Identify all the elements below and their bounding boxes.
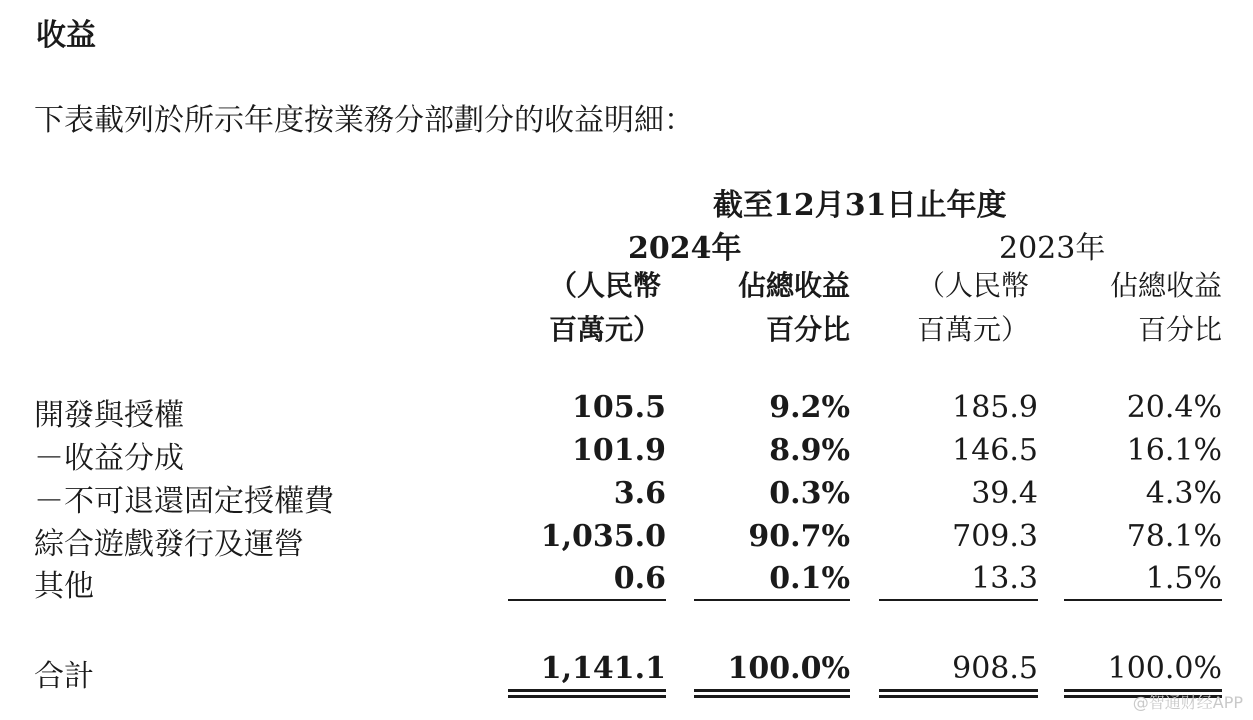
total-double-rule — [879, 689, 1038, 692]
subtotal-rule — [879, 599, 1038, 601]
total-double-rule — [879, 695, 1038, 698]
row-label: 開發與授權 — [34, 398, 184, 433]
cell-2023-percent: 78.1% — [1126, 519, 1222, 554]
col-2023-rmb-header — [917, 264, 1029, 352]
cell-2023-value: 146.5 — [952, 433, 1038, 468]
period-header: 截至12月31日止年度 — [713, 188, 1007, 223]
watermark-text: @智通财经APP — [1132, 693, 1243, 712]
intro-text: 下表載列於所示年度按業務分部劃分的收益明細： — [34, 103, 694, 138]
total-double-rule — [508, 689, 666, 692]
rmb-header-line2: 百萬元） — [549, 313, 662, 346]
year-2023-header: 2023年 — [999, 231, 1106, 266]
subtotal-rule — [694, 599, 850, 601]
pct-header-line2: 百分比 — [765, 313, 850, 346]
cell-2024-percent: 9.2% — [769, 390, 850, 425]
pct-header-line2: 百分比 — [1137, 313, 1222, 346]
year-2024-header: 2024年 — [628, 231, 742, 266]
section-heading: 收益 — [36, 18, 96, 53]
col-2023-pct-header — [1110, 264, 1222, 352]
cell-2024-value: 3.6 — [613, 476, 666, 511]
subtotal-rule — [1064, 599, 1222, 601]
cell-2024-percent: 8.9% — [769, 433, 850, 468]
cell-2023-value: 185.9 — [952, 390, 1038, 425]
cell-2023-value: 39.4 — [971, 476, 1038, 511]
pct-header-line1: 佔總收益 — [737, 269, 850, 302]
total-double-rule — [694, 689, 850, 692]
row-label: 綜合遊戲發行及運營 — [34, 527, 304, 562]
rmb-header-line1: （人民幣 — [549, 269, 662, 302]
row-label: 其他 — [34, 569, 94, 604]
subtotal-rule — [508, 599, 666, 601]
col-2024-pct-header — [738, 264, 850, 352]
cell-2023-percent: 4.3% — [1145, 476, 1222, 511]
col-2024-rmb-header — [549, 264, 661, 352]
cell-2023-percent: 20.4% — [1126, 390, 1222, 425]
cell-2023-percent: 16.1% — [1126, 433, 1222, 468]
cell-2024-value: 1,035.0 — [540, 519, 666, 554]
cell-2023-value: 709.3 — [952, 519, 1038, 554]
total-2023-percent: 100.0% — [1107, 651, 1222, 686]
cell-2023-value: 13.3 — [971, 561, 1038, 596]
cell-2023-percent: 1.5% — [1145, 561, 1222, 596]
total-2024-percent: 100.0% — [727, 651, 850, 686]
rmb-header-line1: （人民幣 — [917, 269, 1030, 302]
total-double-rule — [508, 695, 666, 698]
rmb-header-line2: 百萬元） — [917, 313, 1030, 346]
total-label: 合計 — [34, 659, 94, 694]
cell-2024-percent: 0.3% — [769, 476, 850, 511]
row-label: －不可退還固定授權費 — [34, 484, 334, 519]
total-2023-value: 908.5 — [952, 651, 1038, 686]
pct-header-line1: 佔總收益 — [1109, 269, 1222, 302]
total-2024-value: 1,141.1 — [540, 651, 666, 686]
cell-2024-value: 0.6 — [613, 561, 666, 596]
cell-2024-percent: 0.1% — [769, 561, 850, 596]
cell-2024-value: 101.9 — [572, 433, 666, 468]
row-label: －收益分成 — [34, 441, 184, 476]
cell-2024-percent: 90.7% — [748, 519, 850, 554]
cell-2024-value: 105.5 — [572, 390, 666, 425]
total-double-rule — [694, 695, 850, 698]
